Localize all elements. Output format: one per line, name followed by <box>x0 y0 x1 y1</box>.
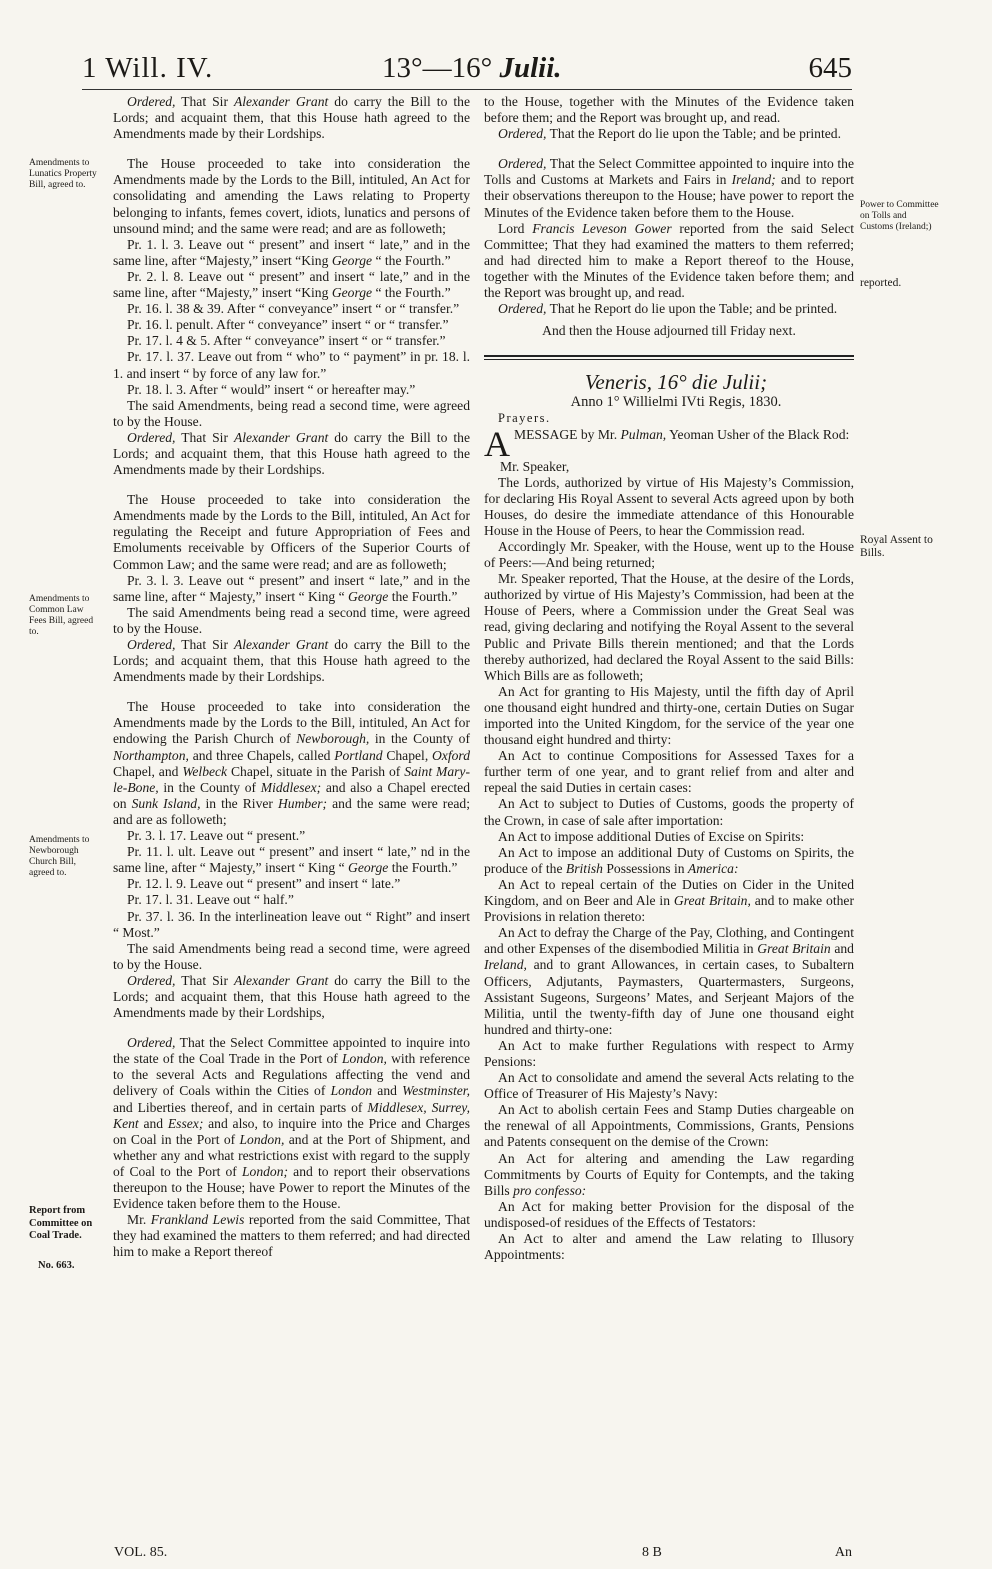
paragraph: Pr. 16. l. penult. After “ conveyance” insert “ or “ transfer.” <box>127 317 449 333</box>
paragraph: Pr. 37. l. 36. In the interlineation leave out “ Right” and insert “ Most.” <box>113 908 470 940</box>
act-item: An Act to continue Compositions for Assessed Taxes for a further term of one year, and to grant relief from and alter and repeal the said Duties in certain cases: <box>484 748 854 796</box>
paragraph: Pr. 3. l. 3. Leave out “ present” and insert “ late,” and in the same line, after “ Majesty,” insert “ King “ George the Fourth.” <box>113 572 470 604</box>
section-divider <box>484 355 854 360</box>
paragraph: to the House, together with the Minutes of the Evidence taken before them; and the Report was brought up, and read. <box>484 94 854 126</box>
paragraph: Ordered, That Sir Alexander Grant do carry the Bill to the Lords; and acquaint them, that this House hath agreed to the Amendments made by their Lordships. <box>113 637 470 685</box>
date-range: 13°—16° Julii. <box>382 52 562 84</box>
right-column <box>484 94 854 1263</box>
act-item: An Act to consolidate and amend the several Acts relating to the Office of Treasurer of His Majesty’s Navy: <box>484 1070 854 1102</box>
paragraph: Mr. Frankland Lewis reported from the said Committee, That they had examined the matters to them referred; and had directed him to make a Report thereof <box>113 1212 470 1260</box>
prayers-heading: Prayers. <box>498 411 551 426</box>
margin-note-lunatics: Amendments to Lunatics Property Bill, agreed to. <box>29 158 97 190</box>
paragraph: Pr. 17. l. 31. Leave out “ half.” <box>127 892 294 908</box>
paragraph: Ordered, That the Report do lie upon the Table; and be printed. <box>498 126 841 142</box>
paragraph: Pr. 11. l. ult. Leave out “ present” and insert “ late,” nd in the same line, after “ Majesty,” insert “ King “ George the Fourth.” <box>113 844 470 876</box>
paragraph: Ordered, That Sir Alexander Grant do carry the Bill to the Lords; and acquaint them, that this House hath agreed to the Amendments made by their Lordships. <box>113 94 470 142</box>
page-header <box>82 52 852 88</box>
act-item: An Act to impose additional Duties of Excise on Spirits: <box>498 828 805 844</box>
page-footer <box>82 1545 852 1565</box>
regnal-heading: Anno 1° Willielmi IVti Regis, 1830. <box>570 394 782 411</box>
paragraph: Ordered, That he Report do lie upon the Table; and be printed. <box>498 301 838 317</box>
paragraph: The said Amendments being read a second time, were agreed to by the House. <box>113 604 470 636</box>
margin-note-tolls: Power to Committee on Tolls and Customs (Ireland;) <box>860 200 939 232</box>
paragraph: The House proceeded to take into consideration the Amendments made by the Lords to the Bill, intituled, An Act for regulating the Receipt and future Appropriation of Fees and Emoluments receivable by Officers of the Superior Courts of Common Law; and the same were read; and are as followeth; <box>113 492 470 572</box>
paragraph: Lord Francis Leveson Gower reported from the said Select Committee; That they had examined the matters to them referred; and had directed him to make a Report thereof to the House, together with the Minutes of the Evidence taken before them; and the Report was brought up, and read. <box>484 220 854 301</box>
margin-note-royal-assent: Royal Assent to Bills. <box>860 534 933 559</box>
paragraph: Accordingly Mr. Speaker, with the House, went up to the House of Peers:—And being returned; <box>484 538 854 571</box>
drop-cap: A <box>484 423 510 464</box>
act-item: An Act to abolish certain Fees and Stamp Duties chargeable on the renewal of all Appointments, Commissions, Grants, Pensions and Patents consequent on the demise of the Crown: <box>484 1102 854 1150</box>
paragraph: Mr. Speaker reported, That the House, at the desire of the Lords, authorized by virtue of His Majesty’s Commission, had been at the House of Peers, where a Commission under the Great Seal was read, giving declaring and notifying the Royal Assent to the several Public and Private Bills therein mentioned; and that the Lords thereby authorized, had declared the Royal Assent to the said Bills: Which Bills are as followeth; <box>484 571 854 683</box>
act-item: An Act for making better Provision for the disposal of the undisposed-of residues of the Effects of Testators: <box>484 1198 854 1230</box>
paragraph: Pr. 2. l. 8. Leave out “ present” and insert “ late,” and in the same line, after “Majesty,” insert “King George “ the Fourth.” <box>113 268 470 301</box>
paragraph: Pr. 1. l. 3. Leave out “ present” and insert “ late,” and in the same line, after “Majesty,” insert “King George “ the Fourth.” <box>113 236 470 268</box>
regnal-year: 1 Will. IV. <box>82 52 214 84</box>
paragraph: Pr. 17. l. 37. Leave out from “ who” to “ payment” in pr. 18. l. 1. and insert “ by force of any law for.” <box>113 349 470 381</box>
paragraph: The said Amendments being read a second time, were agreed to by the House. <box>113 940 470 972</box>
paragraph: Ordered, That the Select Committee appointed to inquire into the Tolls and Customs at Markets and Fairs in Ireland; and to report their observations thereupon to the House; have power to report the Minutes of the Evidence taken before them to the House. <box>484 156 854 220</box>
margin-note-reported: reported. <box>860 277 902 289</box>
paragraph: Pr. 12. l. 9. Leave out “ present” and insert “ late.” <box>127 876 401 892</box>
margin-note-coal-trade: Report from Committee on Coal Trade. <box>29 1205 93 1241</box>
paragraph: Pr. 3. l. 17. Leave out “ present.” <box>127 828 306 844</box>
speaker-address: Mr. Speaker, <box>500 458 570 474</box>
act-item: An Act to make further Regulations with respect to Army Pensions: <box>484 1037 854 1069</box>
day-heading: Veneris, 16° die Julii; <box>584 370 768 395</box>
catchword: An <box>834 1545 852 1560</box>
act-item: An Act to defray the Charge of the Pay, Clothing, and Contingent and other Expenses of the disembodied Militia in Great Britain and Ireland, and to grant Allowances, in certain cases, to Subaltern Officers, Adjutants, Paymasters, Quartermasters, Surgeons, Assistant Sugeons, Surgeons’ Mates, and Serjeant Majors of the Militia, until the twenty-fifth day of June one thousand eight hundred and thirty-one: <box>484 925 854 1037</box>
message-paragraph: A MESSAGE by Mr. Pulman, Yeoman Usher of the Black Rod: Mr. Speaker, <box>484 427 854 475</box>
paragraph: Pr. 17. l. 4 & 5. After “ conveyance” insert “ or “ transfer.” <box>127 333 446 349</box>
left-column <box>113 94 470 1260</box>
act-item: An Act to impose an additional Duty of Customs on Spirits, the produce of the British Possessions in America: <box>484 844 854 876</box>
adjournment: And then the House adjourned till Friday next. <box>542 323 796 339</box>
act-item: An Act to subject to Duties of Customs, goods the property of the Crown, in case of sale after importation: <box>484 796 854 828</box>
page-number: 645 <box>808 52 852 84</box>
act-item: An Act for granting to His Majesty, until the fifth day of April one thousand eight hundred and thirty-one, certain Duties on Sugar imported into the United Kingdom, for the service of the year one thousand eight hundred and thirty: <box>484 683 854 748</box>
paragraph: The Lords, authorized by virtue of His Majesty’s Commission, for declaring His Royal Assent to several Acts agreed upon by both Houses, do desire the immediate attendance of this Honourable House in the House of Peers, to hear the Commission read. <box>484 474 854 538</box>
paragraph: Ordered, That Sir Alexander Grant do carry the Bill to the Lords; and acquaint them, that this House hath agreed to the Amendments made by their Lordships, <box>113 972 470 1021</box>
paragraph: Ordered, That the Select Committee appointed to inquire into the state of the Coal Trade in the Port of London, with reference to the several Acts and Regulations affecting the vend and delivery of Coals within the Cities of London and Westminster, and Liberties thereof, and in certain parts of Middlesex, Surrey, Kent and Essex; and also, to inquire into the Price and Charges on Coal in the Port of London, and at the Port of Shipment, and whether any and what restrictions exist with regard to the supply of Coal to the Port of London; and to report their observations thereupon to the House; have Power to report the Minutes of the Evidence taken before them to the House. <box>113 1035 470 1212</box>
paragraph: The said Amendments, being read a second time, were agreed to by the House. <box>113 397 470 429</box>
paragraph: The House proceeded to take into consideration the Amendments made by the Lords to the Bill, intituled, An Act for endowing the Parish Church of Newborough, in the County of Northampton, and three Chapels, called Portland Chapel, Oxford Chapel, and Welbeck Chapel, situate in the Parish of Saint Mary-le-Bone, in the County of Middlesex; and also a Chapel erected on Sunk Island, in the River Humber; and the same were read; and are as followeth; <box>113 699 471 827</box>
act-item: An Act to repeal certain of the Duties on Cider in the United Kingdom, and on Beer and Ale in Great Britain, and to make other Provisions in relation thereto: <box>484 876 854 925</box>
header-rule <box>82 89 852 90</box>
margin-note-number: No. 663. <box>38 1260 75 1271</box>
margin-note-common-law: Amendments to Common Law Fees Bill, agreed to. <box>29 594 94 637</box>
paragraph: The House proceeded to take into consideration the Amendments made by the Lords to the Bill, intituled, An Act for consolidating and amending the Laws relating to Property belonging to infants, femes covert, idiots, lunatics and persons of unsound mind; and the same were read; and are as followeth; <box>113 156 470 236</box>
volume-number: VOL. 85. <box>114 1545 168 1560</box>
signature-mark: 8 B <box>642 1545 662 1560</box>
paragraph: Pr. 16. l. 38 & 39. After “ conveyance” insert “ or “ transfer.” <box>127 301 460 317</box>
act-item: An Act for altering and amending the Law regarding Commitments by Courts of Equity for Contempts, and the taking Bills pro confesso: <box>484 1150 854 1198</box>
paragraph: Pr. 18. l. 3. After “ would” insert “ or hereafter may.” <box>127 381 416 397</box>
act-item: An Act to alter and amend the Law relating to Illusory Appointments: <box>484 1231 854 1263</box>
paragraph: Ordered, That Sir Alexander Grant do carry the Bill to the Lords; and acquaint them, that this House hath agreed to the Amendments made by their Lordships. <box>113 429 470 478</box>
margin-note-newborough: Amendments to Newborough Church Bill, agreed to. <box>29 835 90 878</box>
